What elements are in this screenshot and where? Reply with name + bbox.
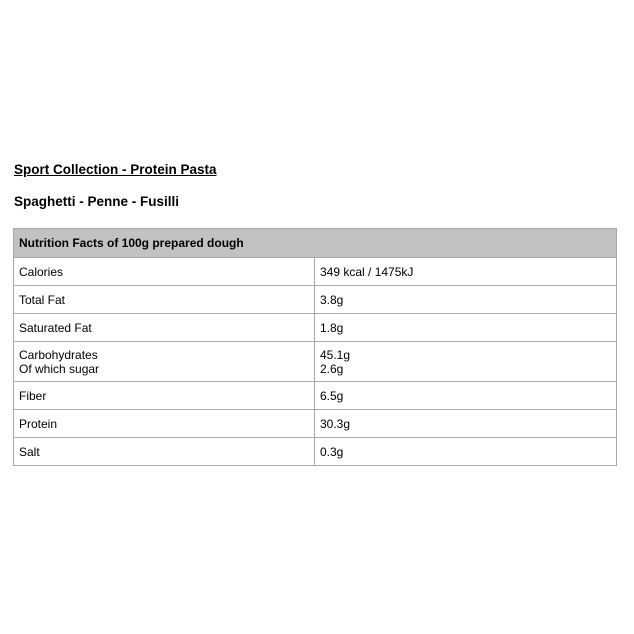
table-row-protein xyxy=(14,410,617,438)
row-label: Salt xyxy=(14,438,315,466)
row-label: Saturated Fat xyxy=(14,314,315,342)
row-label: Calories xyxy=(14,258,315,286)
row-label: Carbohydrates xyxy=(19,347,98,362)
row-label: Total Fat xyxy=(14,286,315,314)
table-row-calories xyxy=(14,258,617,286)
table-row-salt xyxy=(14,438,617,466)
row-sub-value: 2.6g xyxy=(320,361,344,376)
table-row-total-fat xyxy=(14,286,617,314)
row-label: Fiber xyxy=(14,382,315,410)
row-sub-label: Of which sugar xyxy=(19,361,100,376)
table-row-saturated-fat xyxy=(14,314,617,342)
row-value: 30.3g xyxy=(315,410,617,438)
row-value: 0.3g xyxy=(315,438,617,466)
document-title: Sport Collection - Protein Pasta xyxy=(14,162,217,177)
row-value: 45.1g xyxy=(320,347,351,362)
row-label-cell xyxy=(14,342,315,382)
row-value: 349 kcal / 1475kJ xyxy=(315,258,617,286)
table-header: Nutrition Facts of 100g prepared dough xyxy=(14,229,617,258)
table-header-row xyxy=(14,229,617,258)
table-row-fiber xyxy=(14,382,617,410)
row-value-cell xyxy=(315,342,617,382)
row-value: 1.8g xyxy=(315,314,617,342)
table-row-carbohydrates xyxy=(14,342,617,382)
row-value: 3.8g xyxy=(315,286,617,314)
row-label: Protein xyxy=(14,410,315,438)
row-value: 6.5g xyxy=(315,382,617,410)
document-subtitle: Spaghetti - Penne - Fusilli xyxy=(14,194,180,209)
nutrition-facts-table xyxy=(13,228,617,466)
